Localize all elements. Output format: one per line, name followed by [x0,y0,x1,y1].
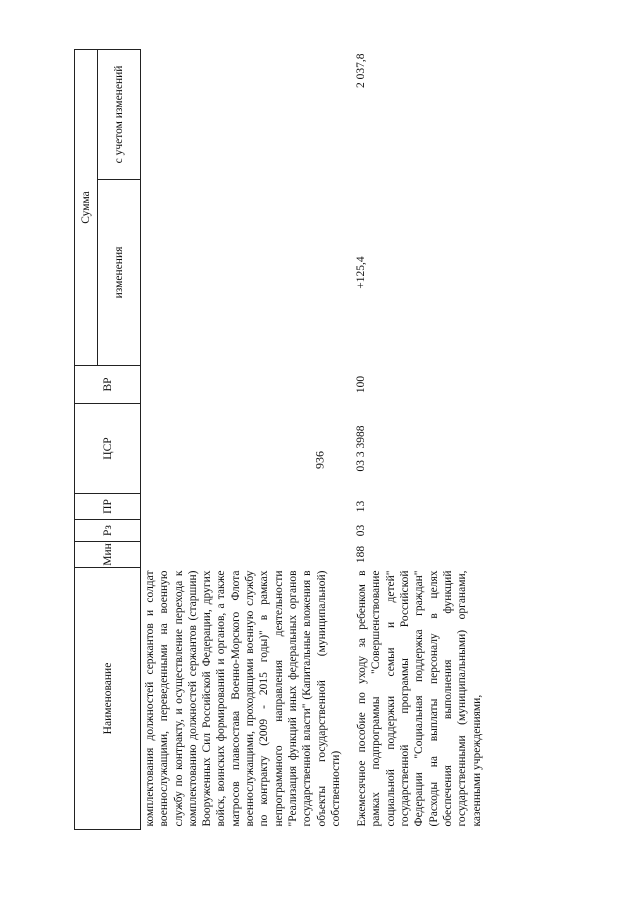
table-row [141,49,350,829]
budget-table-sheet [74,50,640,830]
row-vr: 100 [355,375,368,394]
row-csr [141,404,350,494]
table-row [353,49,490,829]
header-sum: Сумма [75,49,98,365]
row-min: 188 [355,545,368,564]
header-csr: ЦСР [75,404,141,494]
page-number: 936 [312,451,327,469]
row-name: комплектования должностей сержантов и солдат военнослужащими, переведенными на военную службу по контракту, и осуществление перехода к комплектованию должностей сержантов (старшин) Вооруженных Сил Российской Федерации, других войск, воинских формирований и органов, а также матросов плавсостава Военно-Морского Флота военнослужащими, проходящими военную службу по контракту (2009 - 2015 годы)" в рамках непрограммного направления деятельности "Реализация функций иных федеральных органов государственной власти" (Капитальные вложения в объекты государственной (муниципальной) собственности) [144,570,342,827]
row-change: +125,4 [355,256,368,289]
row-name: Ежемесячное пособие по уходу за ребенком в рамках подпрограммы "Совершенствование социальной поддержки семьи и детей" государственной программы Российской Федерации "Социальная поддержка граждан" (Расходы на выплаты персоналу в целях обеспечения выполнения функций государственными (муниципальными) органами, казенными учреждениями, [356,570,483,827]
header-rz: Рз [75,520,141,542]
row-pr: 13 [355,500,368,513]
header-change: изменения [98,180,141,366]
row-rz [141,520,350,542]
row-total [141,49,350,179]
row-csr: 03 3 3988 [355,425,368,472]
row-vr [141,366,350,404]
header-vr: ВР [75,366,141,404]
row-change [141,180,350,366]
row-min [141,542,350,568]
row-total: 2 037,8 [355,53,368,88]
header-with-changes: с учетом изменений [98,49,141,179]
row-rz: 03 [355,524,368,537]
header-min: Мин [75,542,141,568]
row-pr [141,494,350,520]
budget-table [74,49,490,830]
header-name: Наименование [75,568,141,830]
header-pr: ПР [75,494,141,520]
